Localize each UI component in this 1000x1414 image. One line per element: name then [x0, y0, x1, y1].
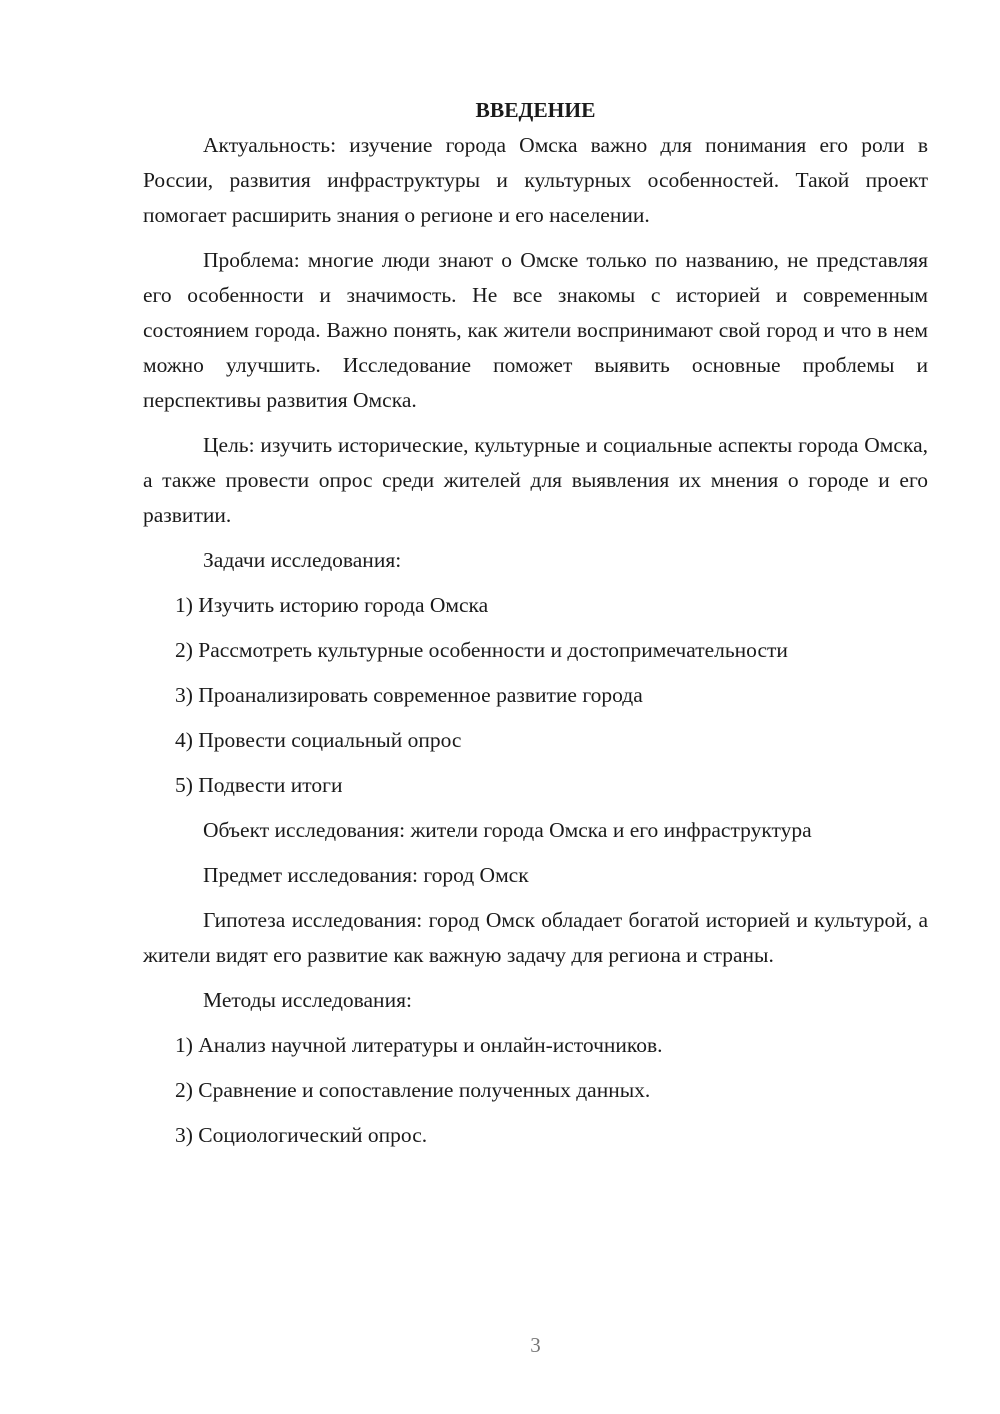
tasks-heading: Задачи исследования:: [203, 548, 402, 572]
list-item: 3) Социологический опрос.: [175, 1123, 428, 1147]
object-paragraph: Объект исследования: жители города Омска и его инфраструктура: [203, 818, 812, 842]
hypothesis-paragraph: Гипотеза исследования: город Омск обладает богатой историей и культурой, а жители видят его развитие как важную задачу для региона и страны.: [143, 908, 928, 967]
tasks-list: [143, 588, 928, 803]
goal-paragraph: Цель: изучить исторические, культурные и социальные аспекты города Омска, а также провести опрос среди жителей для выявления их мнения о городе и его развитии.: [143, 433, 928, 527]
list-item: 2) Сравнение и сопоставление полученных данных.: [175, 1078, 651, 1102]
section-title: ВВЕДЕНИЕ: [475, 98, 596, 122]
methods-heading: Методы исследования:: [203, 988, 412, 1012]
methods-list: [143, 1028, 928, 1153]
problem-paragraph: Проблема: многие люди знают о Омске только по названию, не представляя его особенности и значимость. Не все знакомы с историей и современным состоянием города. Важно понять, как жители воспринимают свой город и что в нем можно улучшить. Исследование поможет выявить основные проблемы и перспективы развития Омска.: [143, 248, 928, 412]
page-number: 3: [530, 1333, 541, 1357]
document-page: [143, 92, 928, 1163]
relevance-paragraph: Актуальность: изучение города Омска важно для понимания его роли в России, развития инфраструктуры и культурных особенностей. Такой проект помогает расширить знания о регионе и его населении.: [143, 133, 928, 227]
list-item: 3) Проанализировать современное развитие города: [175, 683, 643, 707]
subject-paragraph: Предмет исследования: город Омск: [203, 863, 529, 887]
list-item: 2) Рассмотреть культурные особенности и достопримечательности: [175, 638, 788, 662]
list-item: 1) Изучить историю города Омска: [175, 593, 489, 617]
list-item: 5) Подвести итоги: [175, 773, 343, 797]
list-item: 1) Анализ научной литературы и онлайн-источников.: [175, 1033, 663, 1057]
list-item: 4) Провести социальный опрос: [175, 728, 462, 752]
